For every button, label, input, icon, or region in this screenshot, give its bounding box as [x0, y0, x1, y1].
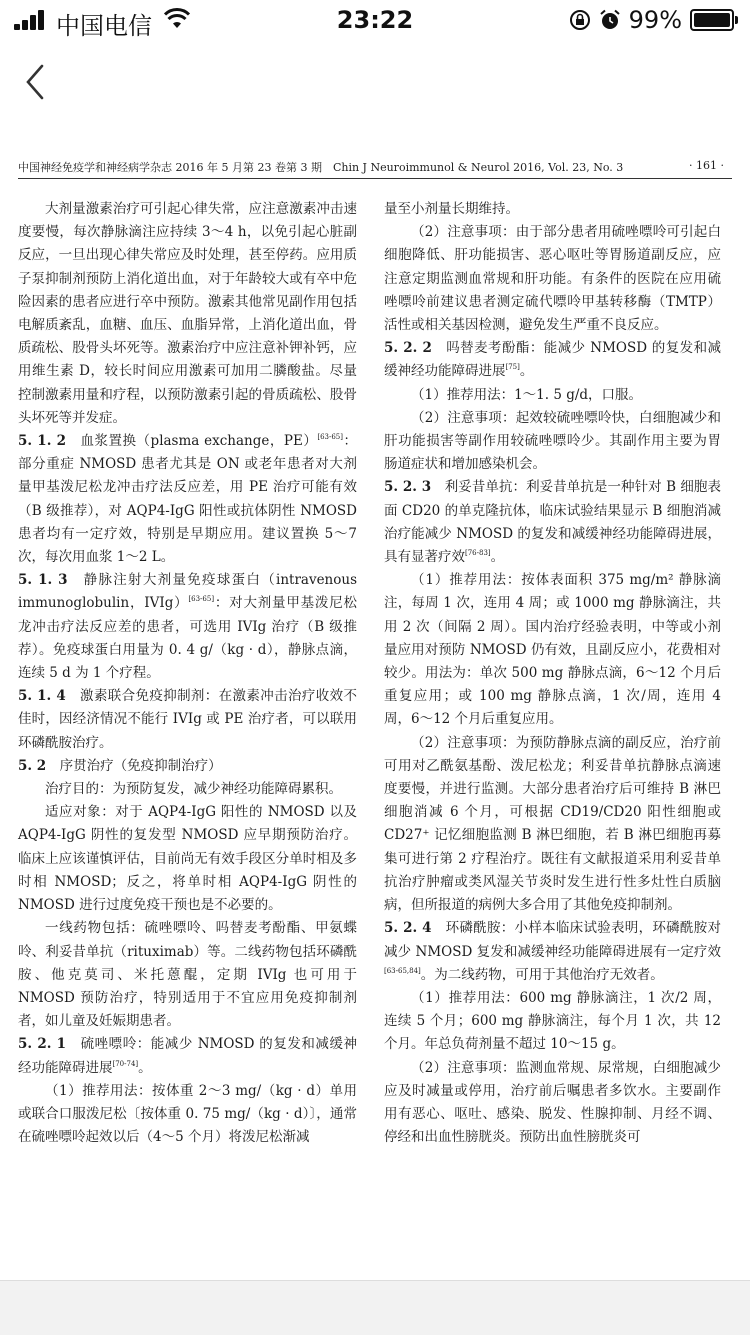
body-paragraph: （1）推荐用法：按体重 2～3 mg/（kg · d）单用或联合口服泼尼松〔按体重 0. 75 mg/（kg · d）〕，通常在硫唑嘌呤起效以后（4～5 个月）将泼尼松渐减 [18, 1082, 357, 1146]
citation-ref[interactable]: [75] [505, 363, 520, 372]
nav-bar [0, 40, 750, 126]
bottom-area [0, 1280, 750, 1335]
section-paragraph [18, 569, 357, 685]
section-number: 5. 2. 2 [384, 340, 432, 357]
body-paragraph: （2）注意事项：监测血常规、尿常规，白细胞减少应及时减量或停用，治疗前后嘱患者多饮水。主要副作用有恶心、呕吐、感染、脱发、性腺抑制、月经不调、停经和出血性膀胱炎。预防出血性膀胱炎可 [384, 1059, 721, 1146]
body-paragraph: 大剂量激素治疗可引起心律失常，应注意激素冲击速度要慢，每次静脉滴注应持续 3～4 h，以免引起心脏副反应，一旦出现心律失常应及时处理，甚至停药。应用质子泵抑制剂预防上消化道出血，对于年龄较大或有卒中危险因素的患者应进行卒中预防。激素其他常见副作用包括电解质紊乱，血糖、血压、血脂异常，上消化道出血，骨质疏松、股骨头坏死等。激素治疗中应注意补钾补钙，应用维生素 D，较长时间应用激素可加用二膦酸盐。尽量控制激素用量和疗程，以预防激素引起的骨质疏松、股骨头坏死等并发症。 [18, 201, 357, 426]
section-text: 硫唑嘌呤：能减少 NMOSD 的复发和减缓神经功能障碍进展 [18, 1036, 357, 1076]
status-bar [0, 0, 750, 40]
body-paragraph: （2）注意事项：起效较硫唑嘌呤快，白细胞减少和肝功能损害等副作用较硫唑嘌呤少。其副作用主要为胃肠道症状和增加感染机会。 [384, 409, 721, 473]
clock-time: 23:22 [336, 6, 414, 34]
body-paragraph: 适应对象：对于 AQP4-IgG 阳性的 NMOSD 以及 AQP4-IgG 阴性的复发型 NMOSD 应早期预防治疗。临床上应该谨慎评估，目前尚无有效手段区分单时相及多时相 NMOSD；反之，将单时相 AQP4-IgG 阴性的 NMOSD 进行过度免疫干预也是不必要的。 [18, 804, 357, 914]
citation-ref[interactable]: [63-65,84] [384, 966, 421, 975]
body-paragraph: （2）注意事项：为预防静脉点滴的副反应，治疗前可用对乙酰氨基酚、泼尼松龙；利妥昔单抗静脉点滴速度要慢，并进行监测。大部分患者治疗后可维持 B 淋巴细胞消减 6 个月，可根据 CD19/CD20 阳性细胞或 CD27⁺ 记忆细胞监测 B 淋巴细胞，若 B 淋巴细胞再募集可进行第 2 疗程治疗。既往有文献报道采用利妥昔单抗治疗肿瘤或类风湿关节炎时发生进行性多灶性白质脑病，但所报道的病例大多合用了其他免疫抑制剂。 [384, 734, 721, 914]
section-number: 5. 2. 4 [384, 920, 432, 937]
section-number: 5. 2 [18, 757, 47, 774]
page-number: · 161 · [689, 159, 724, 172]
battery-level-fill [694, 13, 730, 27]
section-text: ：对大剂量甲基泼尼松龙冲击疗法反应差的患者，可选用 IVIg 治疗（B 级推荐）。免疫球蛋白用量为 0. 4 g/（kg · d），静脉点滴，连续 5 d 为 1 个疗程。 [18, 595, 358, 682]
section-number: 5. 1. 4 [18, 688, 66, 705]
body-paragraph: 一线药物包括：硫唑嘌呤、吗替麦考酚酯、甲氨蝶呤、利妥昔单抗（rituximab）等。二线药物包括环磷酰胺、他克莫司、米托蒽醌，定期 IVIg 也可用于 NMOSD 预防治疗，特别适用于不宜应用免疫抑制剂者，如儿童及妊娠期患者。 [18, 920, 357, 1030]
back-button[interactable] [18, 62, 54, 102]
citation-ref[interactable]: [63-65] [188, 595, 215, 604]
body-paragraph: （1）推荐用法：600 mg 静脉滴注，1 次/2 周，连续 5 个月；600 mg 静脉滴注，每个月 1 次，共 12 个月。年总负荷剂量不超过 10～15 g。 [384, 989, 721, 1053]
chevron-left-icon [18, 62, 54, 102]
section-text: 血浆置换（plasma exchange，PE） [66, 433, 318, 450]
citation-ref[interactable]: [76-83] [465, 549, 491, 558]
body-paragraph: （1）推荐用法：按体表面积 375 mg/m² 静脉滴注，每周 1 次，连用 4 周；或 1000 mg 静脉滴注，共用 2 次（间隔 2 周）。国内治疗经验表明，中等或小剂量应用对预防 NMOSD 仍有效，且副反应小，花费相对较少。用法为：单次 500 mg 静脉点滴，6～12 个月后重复应用；或 100 mg 静脉点滴，1 次/周，连用 4 周，6～12 个月后重复应用。 [384, 572, 721, 728]
body-paragraph: （1）推荐用法：1～1. 5 g/d，口服。 [411, 386, 643, 403]
body-paragraph: 量至小剂量长期维持。 [384, 201, 519, 217]
section-number: 5. 1. 2 [18, 433, 66, 450]
rotation-lock-icon [569, 9, 591, 31]
citation-ref[interactable]: [70-74] [112, 1059, 139, 1068]
section-text: ：部分重症 NMOSD 患者尤其是 ON 或老年患者对大剂量甲基泼尼松龙冲击疗法反应差，用 PE 治疗可能有效（B 级推荐），对 AQP4-IgG 阳性或抗体阴性 NMOSD 患者均有一定疗效，特别是早期应用。建议置换 5～7 次，每次用血浆 1～2 L。 [18, 433, 358, 566]
section-text: 利妥昔单抗：利妥昔单抗是一种针对 B 细胞表面 CD20 的单克隆抗体，临床试验结果显示 B 细胞消减治疗能减少 NMOSD 的复发和减缓神经功能障碍进展，具有显著疗效 [384, 479, 721, 566]
text-column-right [384, 198, 721, 1149]
carrier-name: 中国电信 [56, 12, 152, 40]
section-paragraph [384, 476, 721, 569]
journal-citation: 中国神经免疫学和神经病学杂志 2016 年 5 月第 23 卷第 3 期 Chin J Neuroimmunol & Neurol 2016, Vol. 23, No. 3 [18, 161, 624, 174]
section-text: 静脉注射大剂量免疫球蛋白（intravenous immunoglobulin，IVIg） [18, 572, 358, 612]
section-text: 。 [490, 549, 505, 566]
section-text: 吗替麦考酚酯：能减少 NMOSD 的复发和减缓神经功能障碍进展 [384, 340, 722, 380]
section-paragraph [18, 430, 357, 569]
body-paragraph: （2）注意事项：由于部分患者用硫唑嘌呤可引起白细胞降低、肝功能损害、恶心呕吐等胃肠道副反应，应注意定期监测血常规和肝功能。有条件的医院在应用硫唑嘌呤前建议患者测定硫代嘌呤甲基转移酶（TMTP）活性或相关基因检测，避免发生严重不良反应。 [384, 224, 721, 334]
section-paragraph [18, 685, 357, 755]
battery-icon [690, 9, 734, 31]
section-text: 。 [138, 1059, 152, 1076]
section-number: 5. 2. 1 [18, 1036, 67, 1053]
alarm-icon [599, 9, 621, 31]
journal-header [18, 156, 732, 179]
section-text: 序贯治疗（免疫抑制治疗） [46, 757, 222, 774]
section-text: 激素联合免疫抑制剂：在激素冲击治疗收效不佳时，因经济情况不能行 IVIg 或 PE 治疗者，可以联用环磷酰胺治疗。 [18, 688, 358, 751]
section-number: 5. 1. 3 [18, 572, 68, 589]
text-column-left [18, 198, 357, 1149]
section-paragraph [384, 337, 721, 383]
section-paragraph [384, 917, 721, 987]
section-text: 。 [519, 363, 534, 380]
section-number: 5. 2. 3 [384, 479, 432, 496]
citation-ref[interactable]: [63-65] [317, 433, 343, 442]
section-text: 环磷酰胺：小样本临床试验表明，环磷酰胺对减少 NMOSD 复发和减缓神经功能障碍进展有一定疗效 [384, 920, 721, 960]
body-paragraph: 治疗目的：为预防复发，减少神经功能障碍累积。 [45, 781, 342, 798]
section-paragraph [18, 1033, 357, 1079]
section-text: 。为二线药物，可用于其他治疗无效者。 [420, 966, 664, 983]
section-paragraph [18, 755, 357, 778]
battery-percent: 99% [628, 6, 682, 34]
document-page[interactable] [0, 126, 750, 1280]
